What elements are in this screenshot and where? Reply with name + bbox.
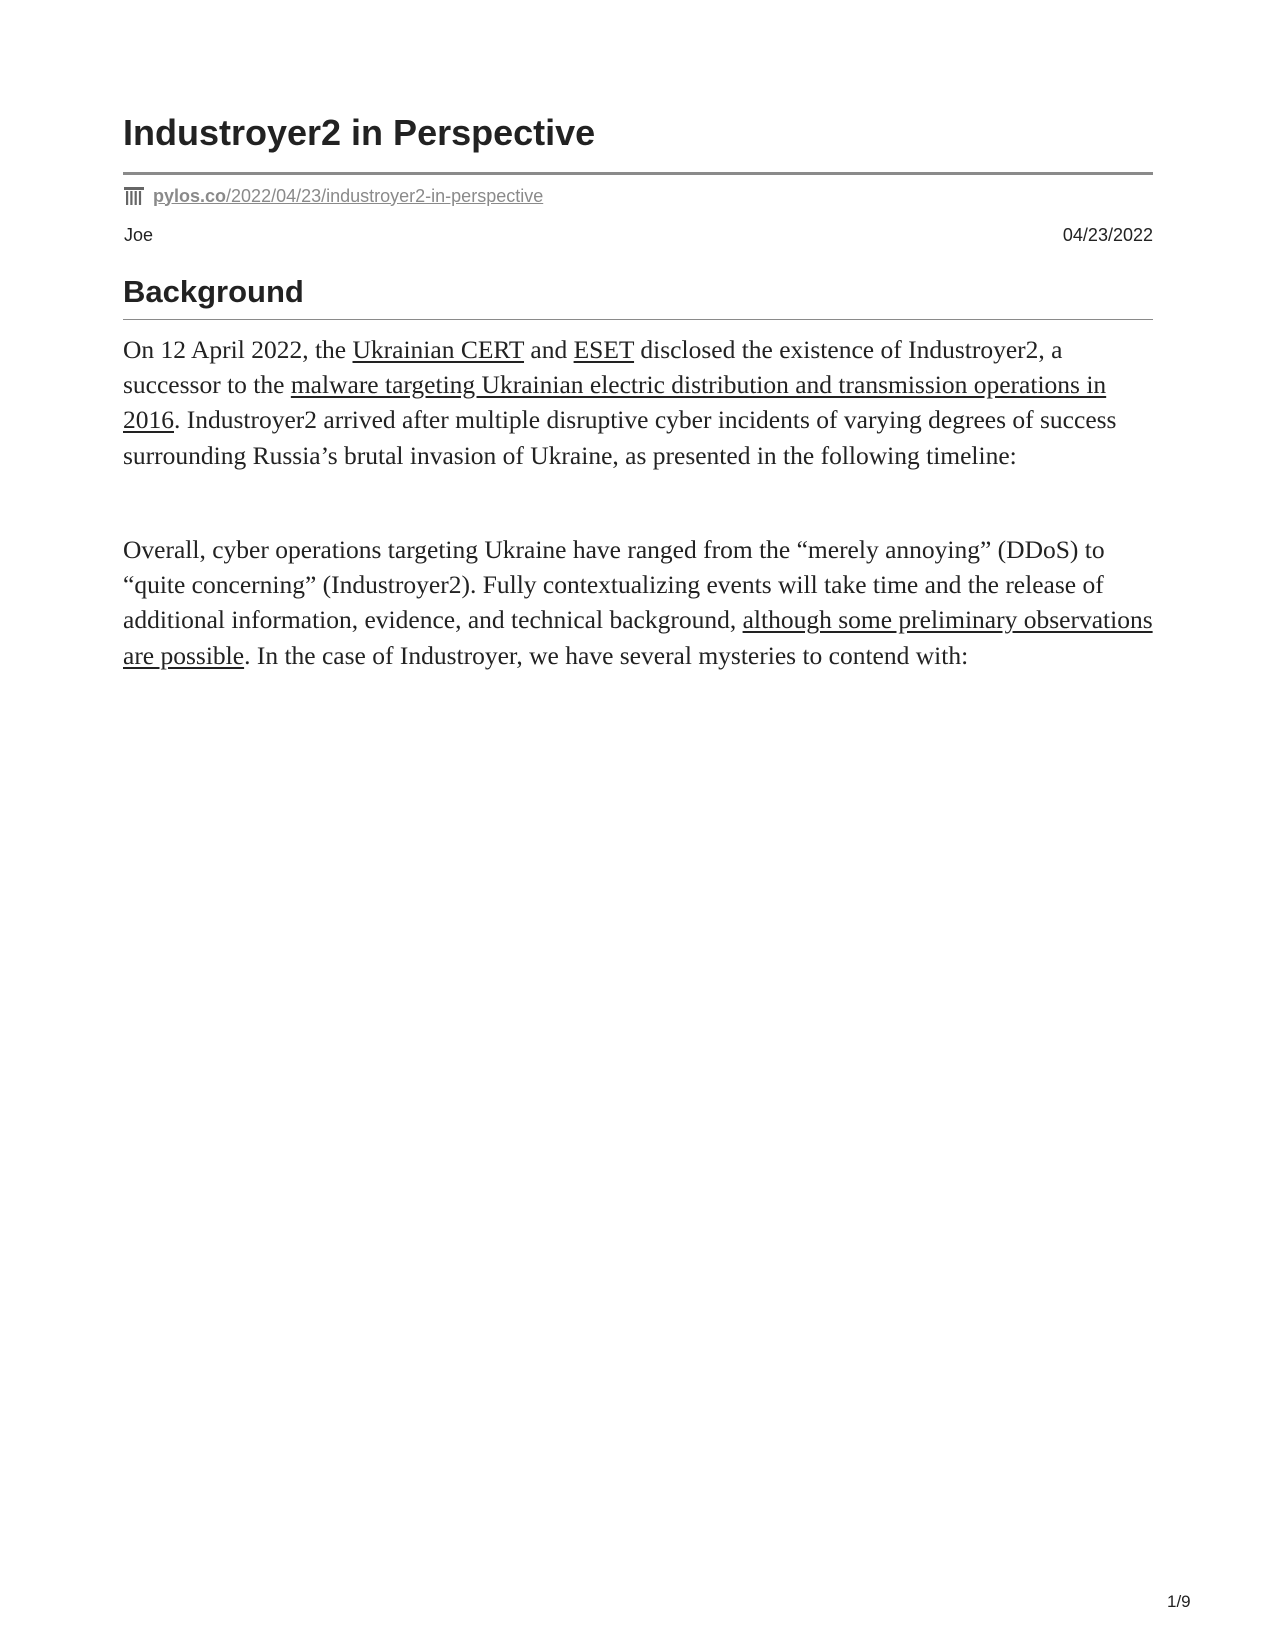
page-number: 1/9 <box>1167 1592 1191 1611</box>
section-heading: Background <box>123 274 304 309</box>
paragraph-text: . Industroyer2 arrived after multiple disruptive cyber incidents of varying degrees of success surrounding Russia’s brutal invasion of Ukraine, as presented in the following timeline: <box>123 405 1117 470</box>
pillar-logo-icon <box>123 185 145 207</box>
malware-2016-link[interactable]: malware targeting Ukrainian electric distribution and transmission operations in 2016 <box>123 370 1107 435</box>
publish-date: 04/23/2022 <box>1062 225 1153 245</box>
source-link[interactable] <box>153 186 543 207</box>
section-divider <box>123 319 1153 320</box>
paragraph-text: Overall, cyber operations targeting Ukraine have ranged from the “merely annoying” (DDoS) to “quite concerning” (Industroyer2). Fully contextualizing events will take time and the release of additional information, evidence, and technical background, <box>123 535 1105 635</box>
article-title: Industroyer2 in Perspective <box>123 112 596 153</box>
paragraph-text: On 12 April 2022, the <box>123 335 353 364</box>
preliminary-observations-link[interactable]: although some preliminary observations are possible <box>123 605 1153 670</box>
source-domain: pylos.co <box>153 185 227 206</box>
eset-link[interactable]: ESET <box>573 335 635 364</box>
paragraph-1 <box>123 332 1153 473</box>
paragraph-text: and <box>524 335 574 364</box>
paragraph-2 <box>123 532 1153 673</box>
author: Joe <box>124 225 154 245</box>
title-divider <box>123 172 1153 175</box>
source-path: /2022/04/23/industroyer2-in-perspective <box>226 185 544 206</box>
ukrainian-cert-link[interactable]: Ukrainian CERT <box>352 335 525 364</box>
paragraph-text: . In the case of Industroyer, we have several mysteries to contend with: <box>244 640 969 670</box>
paragraph-text: disclosed the existence of Industroyer2, a successor to the <box>123 335 1063 400</box>
source-line <box>123 184 543 208</box>
